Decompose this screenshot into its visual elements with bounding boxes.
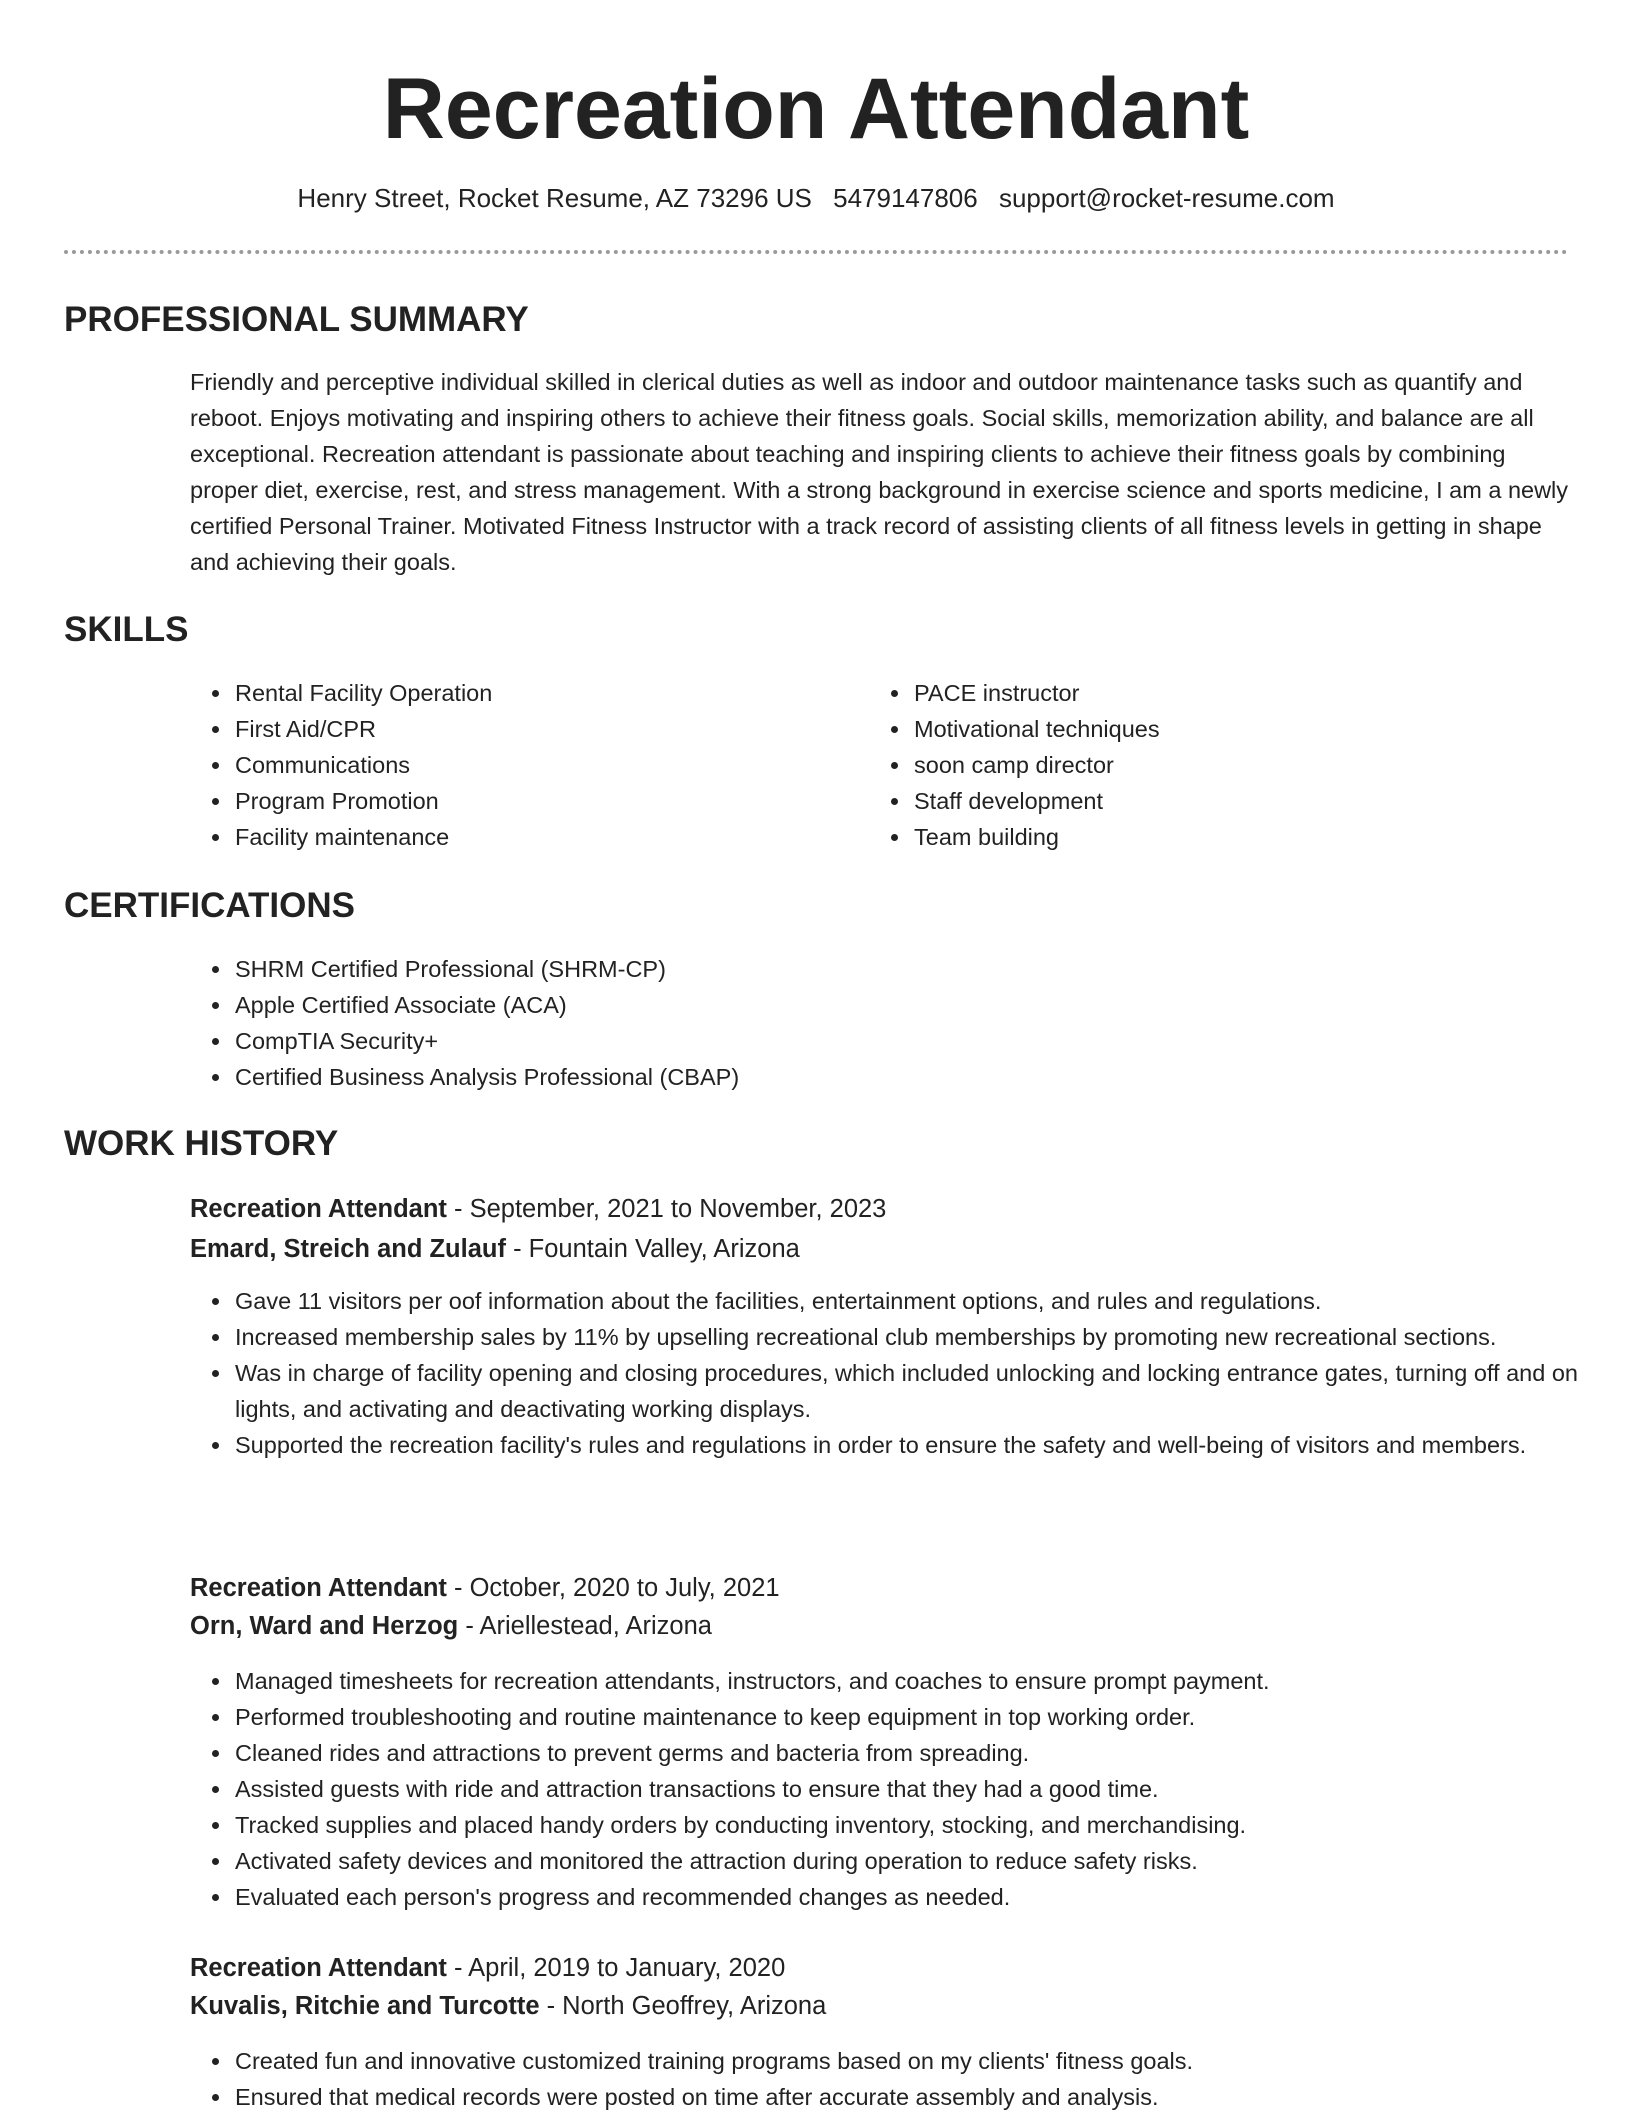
job-bullets [190,1663,1603,1915]
job-company: Emard, Streich and Zulauf [190,1235,506,1263]
job-bullet: • Tracked supplies and placed handy orders by conducting inventory, stocking, and merchandising. [233,1807,1603,1843]
skill-item: • soon camp director [912,747,1512,783]
contact-phone: 5479147806 [833,183,978,213]
contact-email: support@rocket-resume.com [998,183,1335,213]
skill-item: • Program Promotion [233,783,833,819]
skill-item: • PACE instructor [912,675,1512,711]
job-bullet: • Gave 11 visitors per oof information about the facilities, entertainment options, and rules and regulations. [233,1283,1603,1319]
skill-item: • Motivational techniques [912,711,1512,747]
certification-item: • SHRM Certified Professional (SHRM-CP) [233,951,1433,987]
job-location: - Fountain Valley, Arizona [505,1235,800,1263]
job-bullet: • Supported the recreation facility's rules and regulations in order to ensure the safety and well-being of visitors and members. [233,1427,1603,1463]
skill-item: • Staff development [912,783,1512,819]
work-history-heading: WORK HISTORY [64,1124,339,1163]
certification-item: • Apple Certified Associate (ACA) [233,987,1433,1023]
skill-item: • Facility maintenance [233,819,833,855]
job-bullet: • Activated safety devices and monitored the attraction during operation to reduce safety risks. [233,1843,1603,1879]
job-bullet: • Managed timesheets for recreation attendants, instructors, and coaches to ensure prompt payment. [233,1663,1603,1699]
job-dates: - September, 2021 to November, 2023 [446,1195,887,1223]
job-bullets [190,1283,1603,1463]
job-bullet: • Was in charge of facility opening and closing procedures, which included unlocking and locking entrance gates, turning off and on lights, and activating and deactivating working displays. [233,1355,1603,1427]
candidate-name: Recreation Attendant [382,61,1250,157]
job-location: - North Geoffrey, Arizona [539,1992,827,2020]
job-company-line [190,1987,826,2025]
skill-item: • Rental Facility Operation [233,675,833,711]
skill-item: • Communications [233,747,833,783]
job-bullet: • Cleaned rides and attractions to prevent germs and bacteria from spreading. [233,1735,1603,1771]
job-bullet: • Assisted guests with ride and attraction transactions to ensure that they had a good time. [233,1771,1603,1807]
skills-list-left [190,675,833,855]
summary-text: Friendly and perceptive individual skilled in clerical duties as well as indoor and outdoor maintenance tasks such as quantify and reboot. Enjoys motivating and inspiring others to achieve their fitness goals. Social skills, memorization ability, and balance are all exceptional. Recreation attendant is passionate about teaching and inspiring clients to achieve their fitness goals by combining proper diet, exercise, rest, and stress management. With a strong background in exercise science and sports medicine, I am a newly certified Personal Trainer. Motivated Fitness Instructor with a track record of assisting clients of all fitness levels in getting in shape and achieving their goals. [190,369,1569,575]
contact-address: Henry Street, Rocket Resume, AZ 73296 US [297,183,812,213]
job-role: Recreation Attendant [190,1195,447,1223]
job-company: Orn, Ward and Herzog [190,1612,459,1640]
summary-heading: PROFESSIONAL SUMMARY [64,300,529,339]
job-title-line [190,1569,780,1607]
job-company-line [190,1607,712,1645]
certification-item: • CompTIA Security+ [233,1023,1433,1059]
certification-item: • Certified Business Analysis Professional (CBAP) [233,1059,1433,1095]
job-dates: - October, 2020 to July, 2021 [446,1574,780,1602]
job-title-line [190,1190,886,1228]
job-title-line [190,1949,785,1987]
job-company-line [190,1230,800,1268]
job-bullet: • Evaluated each person's progress and recommended changes as needed. [233,1879,1603,1915]
job-company: Kuvalis, Ritchie and Turcotte [190,1992,540,2020]
skill-item: • First Aid/CPR [233,711,833,747]
contact-line [0,178,1632,218]
job-bullet: • Performed troubleshooting and routine maintenance to keep equipment in top working order. [233,1699,1603,1735]
job-role: Recreation Attendant [190,1954,447,1982]
job-role: Recreation Attendant [190,1574,447,1602]
skills-list-right [869,675,1512,855]
certifications-list [190,951,1433,1095]
job-bullets [190,2043,1603,2115]
header-divider [64,250,1568,254]
job-location: - Ariellestead, Arizona [458,1612,712,1640]
skills-heading: SKILLS [64,610,189,649]
job-bullet: • Increased membership sales by 11% by upselling recreational club memberships by promoting new recreational sections. [233,1319,1603,1355]
job-dates: - April, 2019 to January, 2020 [446,1954,786,1982]
skill-item: • Team building [912,819,1512,855]
job-bullet: • Ensured that medical records were posted on time after accurate assembly and analysis. [233,2079,1603,2115]
job-bullet: • Created fun and innovative customized training programs based on my clients' fitness goals. [233,2043,1603,2079]
certifications-heading: CERTIFICATIONS [64,886,356,925]
